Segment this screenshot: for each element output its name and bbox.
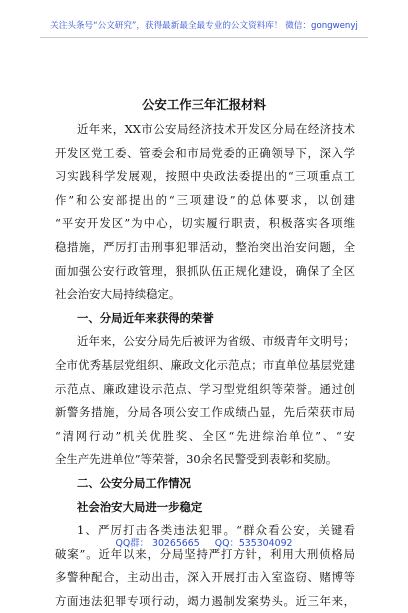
body-line: 近年来，XX市公安局经济技术开发区分局在经济技术 — [77, 122, 355, 136]
body-line: 新警务措施，分局各项公安工作成绩凸显，先后荣获市局 — [55, 405, 355, 420]
body-line: 方面违法犯罪专项行动，竭力遏制发案势头。近三年来， — [55, 593, 355, 608]
body-line: 示范点、廉政建设示范点、学习型党组织等荣誉。通过创 — [55, 381, 355, 396]
footer-contact — [0, 535, 408, 549]
body-line: 全市优秀基层党组织、廉政文化示范点；市直单位基层党建 — [55, 357, 355, 372]
header-divider — [40, 37, 368, 38]
body-line: 面加强公安行政管理，狠抓队伍正规化建设，确保了全区 — [55, 263, 355, 278]
header-promo-note: 关注头条号“公文研究”，获得最新最全最专业的公文资料库！ 微信：gongwenyj — [50, 21, 358, 31]
document-title: 公安工作三年汇报材料 — [142, 97, 266, 112]
body-line: 习实践科学发展观，按照中央政法委提出的“三项重点工 — [55, 169, 355, 184]
section-heading: 一、分局近年来获得的荣誉 — [77, 310, 214, 325]
body-line: 稳措施，严厉打击刑事犯罪活动，整治突出治安问题，全 — [55, 239, 355, 254]
body-line: 近年来，公安分局先后被评为省级、市级青年文明号； — [77, 334, 355, 349]
body-line: 作”和公安部提出的“三项建设”的总体要求，以创建 — [55, 192, 355, 207]
footer-qq-group: QQ群： 30265665 — [115, 538, 200, 549]
body-line: 多警种配合，主动出击，深入开展打击入室盗窃、赌博等 — [55, 570, 355, 585]
body-line: 1、严厉打击各类违法犯罪。“群众看公安，关键看 — [77, 523, 355, 538]
body-line: 破案”。近年以来，分局坚持严打方针，利用大刑侦格局 — [55, 546, 355, 561]
body-line: “清网行动”机关优胜奖、全区“先进综治单位”、“安 — [55, 428, 355, 443]
body-line: 全生产先进单位”等荣誉，30余名民警受到表彰和奖励。 — [55, 452, 338, 467]
body-line: 开发区党工委、管委会和市局党委的正确领导下，深入学 — [55, 145, 355, 160]
footer-qq-number: QQ：535304092 — [214, 538, 293, 549]
body-line: “平安开发区”为中心，切实履行职责，积极落实各项维 — [55, 216, 355, 231]
subsection-heading: 社会治安大局进一步稳定 — [77, 499, 203, 514]
section-heading: 二、公安分局工作情况 — [77, 475, 191, 490]
body-line: 社会治安大局持续稳定。 — [55, 287, 181, 302]
